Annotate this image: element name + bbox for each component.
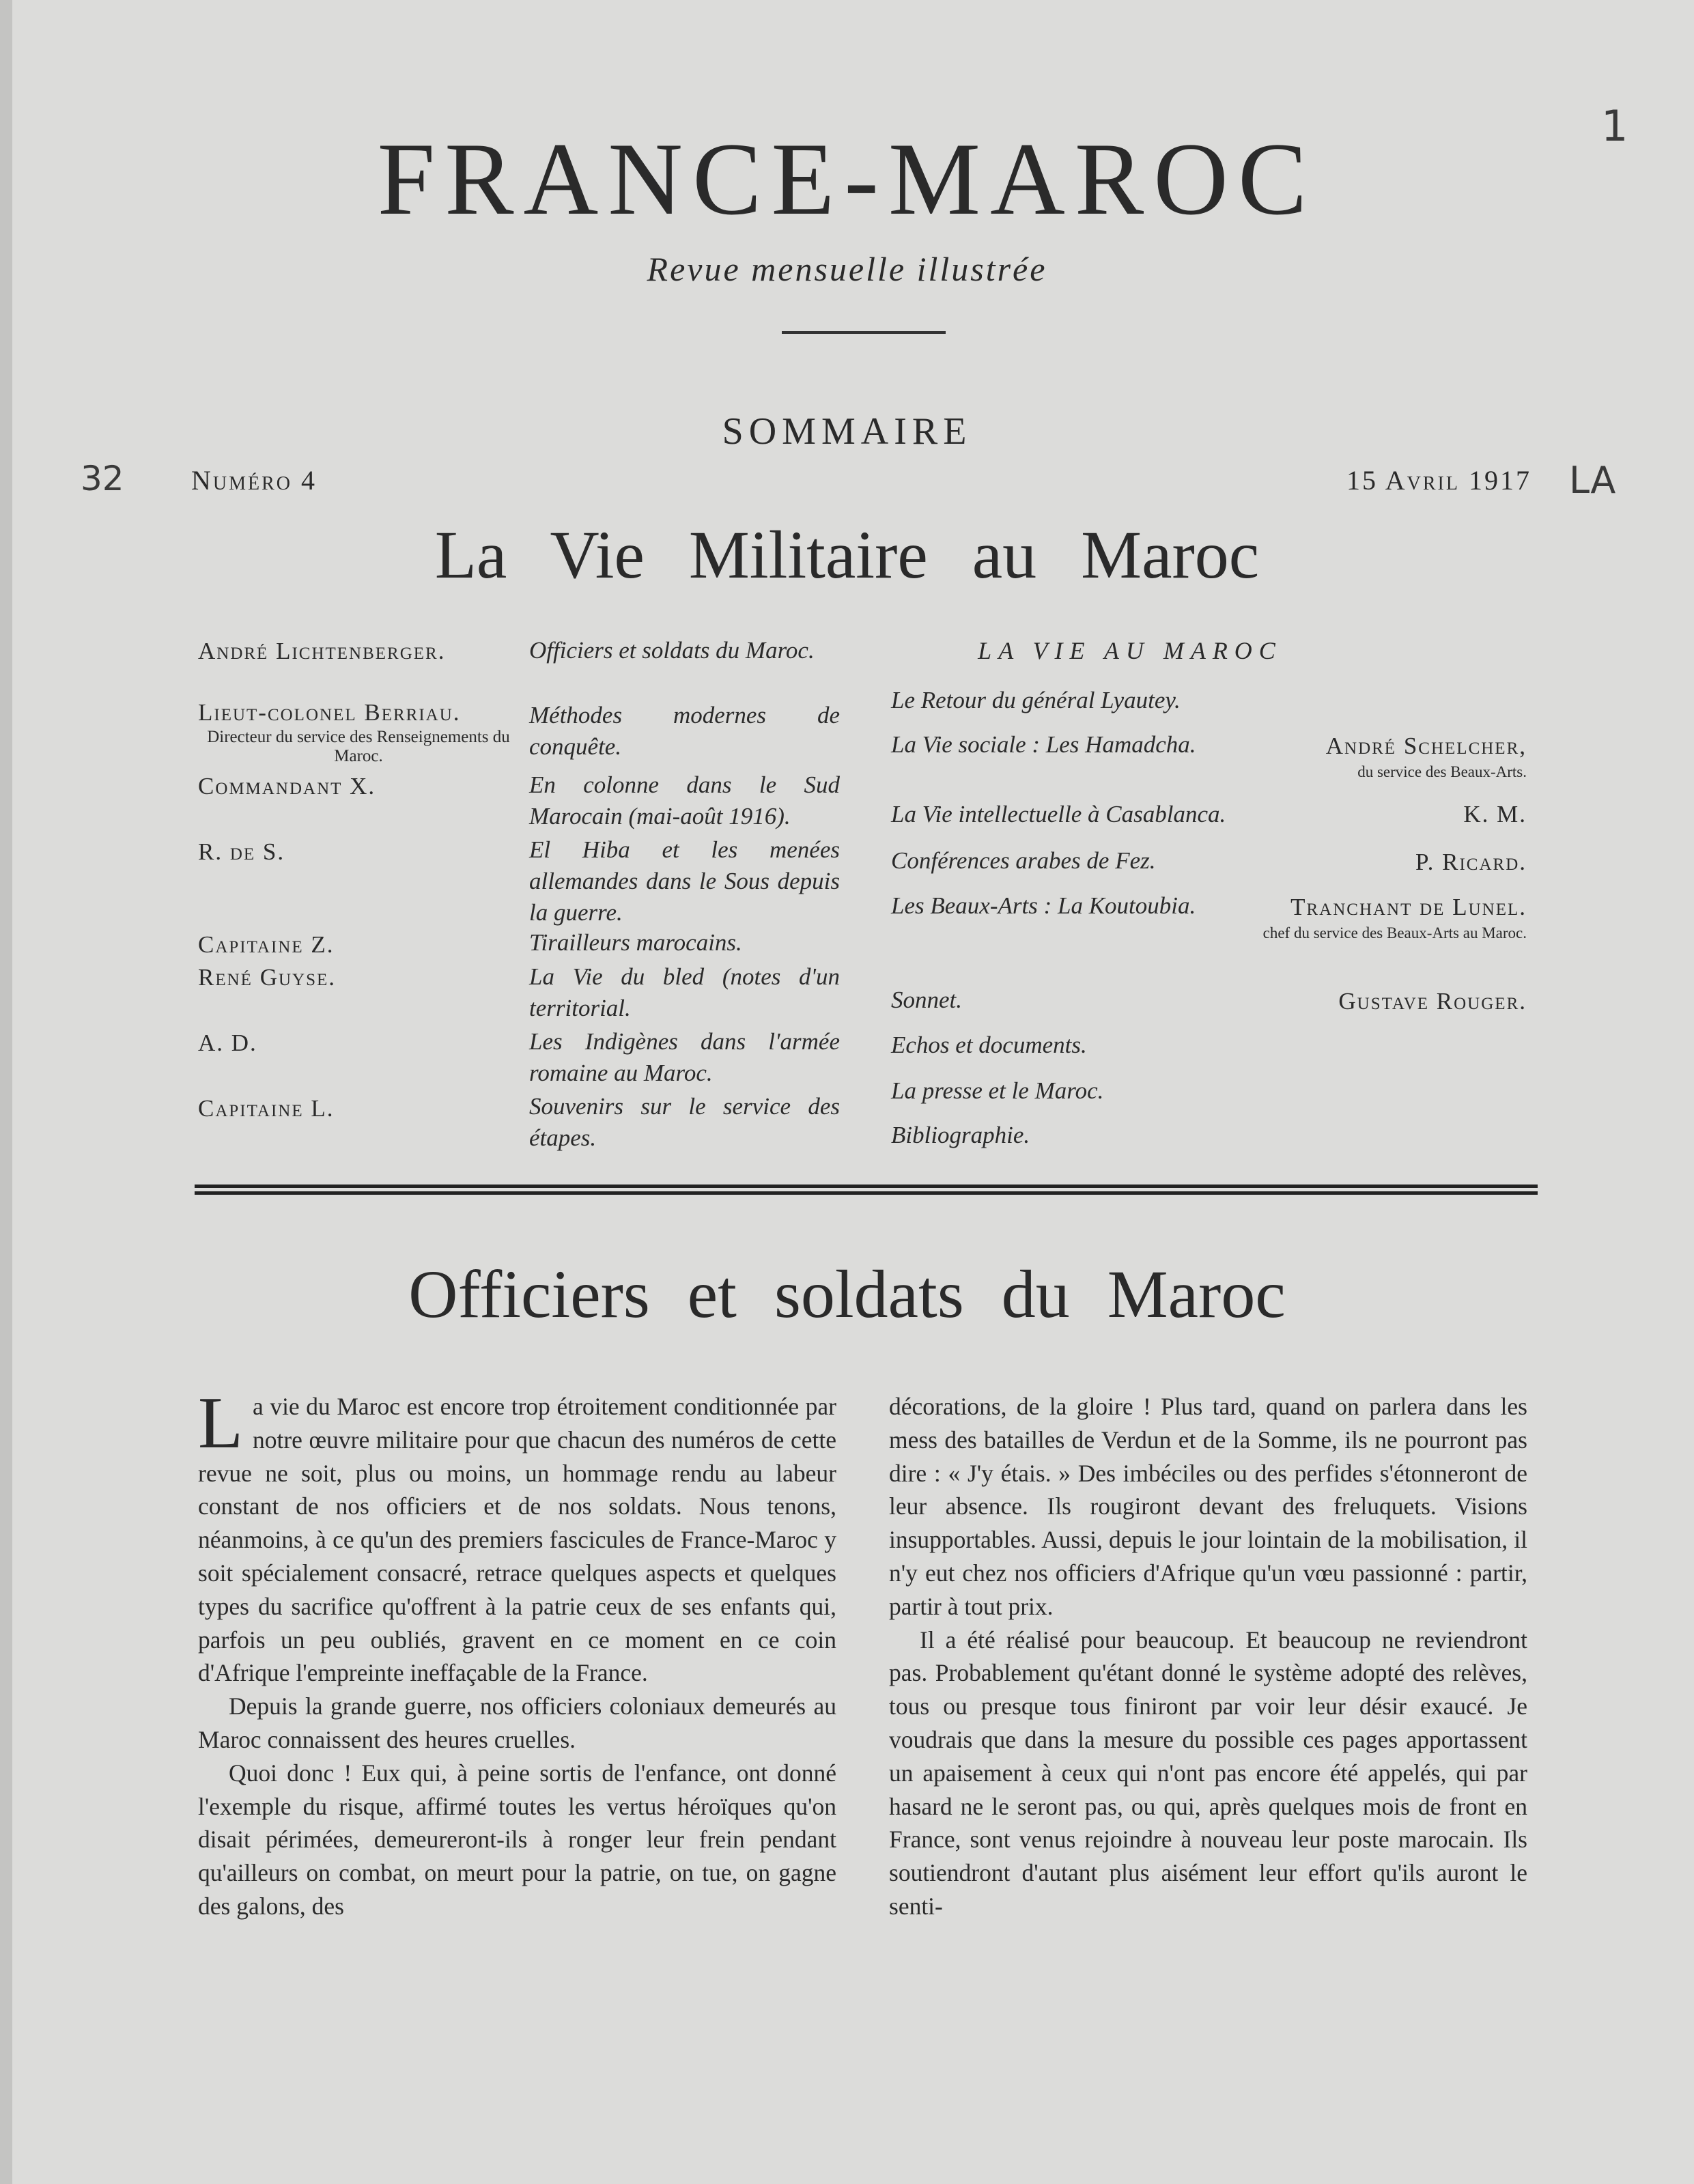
toc-author	[198, 698, 519, 766]
toc-title[interactable]: Le Retour du général Lyautey.	[891, 687, 1181, 713]
issue-number: Numéro 4	[191, 465, 317, 496]
article-paragraph: Quoi donc ! Eux qui, à peine sortis de l'enfance, ont donné l'exemple du risque, affirmé toutes les vertus héroïques qu'on disait périmées, demeureront-ils à ronger leur frein pendant qu'ailleurs on combat, on meurt pour la patrie, on tue, on gagne des galons, des	[198, 1759, 836, 1920]
drop-cap: L	[198, 1382, 243, 1464]
handwritten-right-note: LA	[1569, 459, 1616, 502]
toc-title[interactable]: Tirailleurs marocains.	[529, 929, 742, 956]
toc-title[interactable]: Echos et documents.	[891, 1032, 1087, 1058]
toc-author-note: chef du service des Beaux-Arts au Maroc.	[1262, 924, 1527, 941]
toc-title[interactable]: Conférences arabes de Fez.	[891, 847, 1156, 874]
issue-date: 15 Avril 1917	[1346, 465, 1531, 496]
toc-author: Gustave Rouger.	[1338, 988, 1527, 1015]
toc-author: Capitaine Z.	[198, 931, 335, 958]
toc-author-name: Tranchant de Lunel.	[1290, 894, 1527, 920]
article-paragraph: Il a été réalisé pour beaucoup. Et beaucoup ne reviendront pas. Probablement qu'étant donné le système adopté des relèves, tous ou presque tous finiront par voir leur désir exaucé. Je voudrais que dans la mesure du possible ces pages apportassent un apaisement à ceux qui n'ont pas encore été appelés, qui par hasard ne le seront pas, ou qui, après quelques mois de front en France, sont venus rejoindre à nouveau leur poste marocain. Ils soutiendront d'autant plus aisément leur effort qu'ils auront le senti-	[889, 1626, 1527, 1920]
toc-author: Capitaine L.	[198, 1095, 335, 1122]
toc-author-note: Directeur du service des Renseignements du Maroc.	[207, 728, 510, 765]
toc-title[interactable]: Bibliographie.	[891, 1122, 1030, 1148]
toc-author: Commandant X.	[198, 773, 376, 799]
handwritten-page-number: 1	[1601, 101, 1628, 151]
toc-author	[1233, 892, 1527, 944]
masthead-title: FRANCE-MAROC	[377, 122, 1317, 236]
toc-author	[1326, 731, 1527, 782]
article-column-right	[889, 1390, 1527, 1923]
handwritten-left-note: 32	[81, 459, 124, 498]
header-divider	[782, 331, 946, 334]
toc-author: A. D.	[198, 1030, 257, 1056]
toc-title[interactable]: Méthodes modernes de conquête.	[529, 702, 840, 760]
toc-title[interactable]: Les Beaux-Arts : La Koutoubia.	[891, 892, 1196, 919]
toc-title[interactable]: Sonnet.	[891, 987, 963, 1013]
toc-title[interactable]: Souvenirs sur le service des étapes.	[529, 1093, 840, 1151]
toc-author: R. de S.	[198, 838, 285, 865]
issue-theme: La Vie Militaire au Maroc	[434, 517, 1260, 593]
toc-author: P. Ricard.	[1415, 849, 1527, 875]
toc-title[interactable]: El Hiba et les menées allemandes dans le Sous depuis la guerre.	[529, 836, 840, 926]
toc-author-name: André Schelcher,	[1325, 733, 1527, 759]
article-title: Officiers et soldats du Maroc	[408, 1256, 1286, 1332]
toc-title[interactable]: En colonne dans le Sud Marocain (mai-août 1916).	[529, 771, 840, 829]
article-paragraph: décorations, de la gloire ! Plus tard, quand on parlera dans les mess des batailles de Verdun et de la Somme, ils ne pourront pas dire : « J'y étais. » Des imbéciles ou des perfides s'étonneront de leur absence. Ils rougiront devant des freluquets. Visions insupportables. Aussi, depuis le jour lointain de la mobilisation, il n'y eut chez nos officiers d'Afrique qu'un vœu passionné : partir, partir à tout prix.	[889, 1393, 1527, 1620]
toc-author-name: Lieut-colonel Berriau.	[198, 699, 461, 726]
masthead-subtitle: Revue mensuelle illustrée	[647, 250, 1047, 288]
toc-title[interactable]: La Vie intellectuelle à Casablanca.	[891, 801, 1226, 827]
toc-title[interactable]: La Vie du bled (notes d'un territorial.	[529, 963, 840, 1021]
toc-author: K. M.	[1463, 801, 1527, 827]
toc-title[interactable]: La presse et le Maroc.	[891, 1077, 1104, 1104]
article-paragraph: La vie du Maroc est encore trop étroitement conditionnée par notre œuvre militaire pour que chacun des numéros de cette revue ne soit, plus ou moins, un hommage rendu au labeur constant de nos officiers et de nos soldats. Nous tenons, néanmoins, à ce qu'un des premiers fascicules de France-Maroc y soit spécialement consacré, retrace quelques aspects et quelques types du sacrifice qu'offrent à la patrie ceux de ses enfants qui, parfois un peu oubliés, gravent en ce moment en ce coin d'Afrique l'empreinte ineffaçable de la France.	[198, 1382, 836, 1687]
article-column-left	[198, 1382, 836, 1923]
toc-title[interactable]: Officiers et soldats du Maroc.	[529, 637, 815, 664]
page-edge	[0, 0, 12, 2184]
sommaire-heading: SOMMAIRE	[722, 410, 972, 453]
toc-title[interactable]: Les Indigènes dans l'armée romaine au Maroc.	[529, 1028, 840, 1086]
toc-author: René Guyse.	[198, 964, 336, 991]
toc-section-heading: LA VIE AU MAROC	[978, 637, 1282, 664]
toc-author: André Lichtenberger.	[198, 638, 446, 664]
article-paragraph: Depuis la grande guerre, nos officiers coloniaux demeurés au Maroc connaissent des heures cruelles.	[198, 1692, 836, 1753]
double-divider	[195, 1185, 1538, 1195]
toc-author-note: du service des Beaux-Arts.	[1357, 763, 1527, 780]
toc-title[interactable]: La Vie sociale : Les Hamadcha.	[891, 731, 1196, 758]
